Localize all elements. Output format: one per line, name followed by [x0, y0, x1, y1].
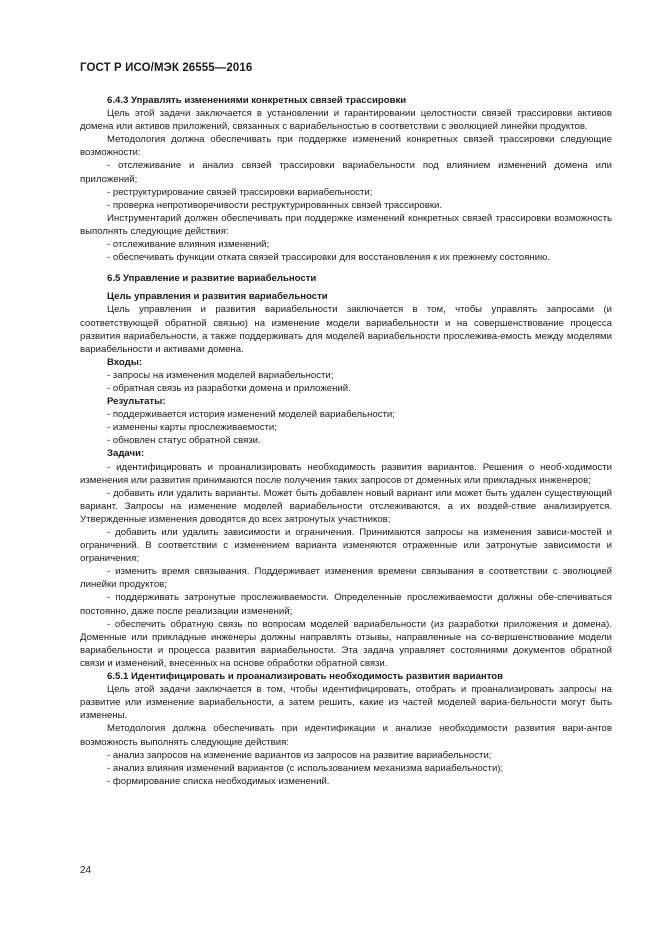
- list-item: - добавить или удалить зависимости и ограничения. Принимаются запросы на изменения зависи-мостей и ограничений. В соответствии с изменением варианта изменяются отраженные или затронутые зависимости и ограничения;: [80, 527, 612, 565]
- list-item: - анализ запросов на изменение вариантов из запросов на развитие вариабельности;: [107, 749, 492, 761]
- list-item: - отслеживание влияния изменений;: [107, 239, 270, 251]
- paragraph: Цель управления и развития вариабельности заключается в том, чтобы управлять запросами (и соответствующей обратной связью) на изменение модели вариабельности и на совершенствование процесса развития вариабельности, а также поддерживать для моделей вариабельности прослежива-емость между моделями вариабельности и активами домена.: [80, 304, 612, 355]
- list-item: - анализ влияния изменений вариантов (с использованием механизма вариабельности);: [107, 762, 504, 774]
- list-item: - обеспечить обратную связь по вопросам моделей вариабельности (из разработки приложения и домена). Доменные или прикладные инженеры должны направлять отзывы, направленные на со-вершенствование модели вариабельности и процесса развития вариабельности. Эта задача управляет состояниями документов обратной связи и изменений, внесенных на основе обработки обратной связи.: [80, 618, 612, 669]
- list-item: - поддерживать затронутые прослеживаемости. Определенные прослеживаемости должны обе-спечиваться постоянно, даже после реализации изменений;: [80, 592, 612, 617]
- list-item: - поддерживается история изменений моделей вариабельности;: [107, 409, 395, 421]
- list-item: - формирование списка необходимых изменений.: [107, 775, 330, 787]
- tasks-label: Задачи:: [107, 448, 145, 460]
- list-item: - реструктурирование связей трассировки вариабельности;: [107, 186, 373, 198]
- list-item: - проверка непротиворечивости реструктурированных связей трассировки.: [107, 199, 443, 211]
- list-item: - добавить или удалить варианты. Может быть добавлен новый вариант или может быть удален существующий вариант. Запросы на изменение моделей вариабельности отслеживаются, а их воздей-ствие анализируется. Утвержденные изменения доводятся до всех затронутых участников;: [80, 487, 612, 525]
- inputs-label: Входы:: [107, 356, 143, 368]
- list-item: - обеспечивать функции отката связей трассировки для восстановления к их прежнему состоянию.: [107, 252, 550, 264]
- paragraph: Инструментарий должен обеспечивать при поддержке изменений конкретных связей трассировки возможность выполнять следующие действия:: [80, 212, 612, 237]
- list-item: - отслеживание и анализ связей трассировки вариабельности под влиянием изменений домена или приложений;: [80, 160, 612, 185]
- paragraph: Цель этой задачи заключается в установлении и гарантировании целостности связей трассировки активов домена или активов приложений, связанных с вариабельностью в соответствии с эволюцией линейки продуктов.: [80, 108, 612, 133]
- subheading: Цель управления и развития вариабельности: [107, 291, 328, 303]
- section-heading-6-4-3: 6.4.3 Управлять изменениями конкретных связей трассировки: [107, 95, 407, 106]
- page-number: 24: [80, 865, 92, 876]
- list-item: - запросы на изменения моделей вариабельности;: [107, 369, 334, 381]
- list-item: - изменить время связывания. Поддерживает изменения времени связывания в соответствии с эволюцией линейки продуктов;: [80, 566, 612, 591]
- page-content: [80, 94, 612, 788]
- list-item: - изменены карты прослеживаемости;: [107, 422, 277, 434]
- section-heading-6-5: 6.5 Управление и развитие вариабельности: [107, 273, 317, 285]
- list-item: - обратная связь из разработки домена и приложений.: [107, 382, 351, 394]
- section-heading-6-5-1: 6.5.1 Идентифицировать и проанализировать необходимость развития вариантов: [107, 671, 504, 683]
- list-item: - идентифицировать и проанализировать необходимость развития вариантов. Решения о необ-ходимости изменения или развития принимаются после получения таких запросов от доменных или прикладных инженеров;: [80, 461, 612, 486]
- paragraph: Методология должна обеспечивать при поддержке изменений конкретных связей трассировки следующие возможности:: [80, 134, 612, 159]
- paragraph: Методология должна обеспечивать при идентификации и анализе необходимости развития вари-антов возможность выполнять следующие действия:: [80, 723, 612, 748]
- document-header: ГОСТ Р ИСО/МЭК 26555—2016: [80, 62, 253, 74]
- list-item: - обновлен статус обратной связи.: [107, 435, 261, 447]
- paragraph: Цель этой задачи заключается в том, чтобы идентифицировать, отобрать и проанализировать запросы на развитие или изменение вариабельности, а затем решить, какие из частей моделей вариа-бельности могут быть изменены.: [80, 684, 612, 722]
- results-label: Результаты:: [107, 396, 166, 408]
